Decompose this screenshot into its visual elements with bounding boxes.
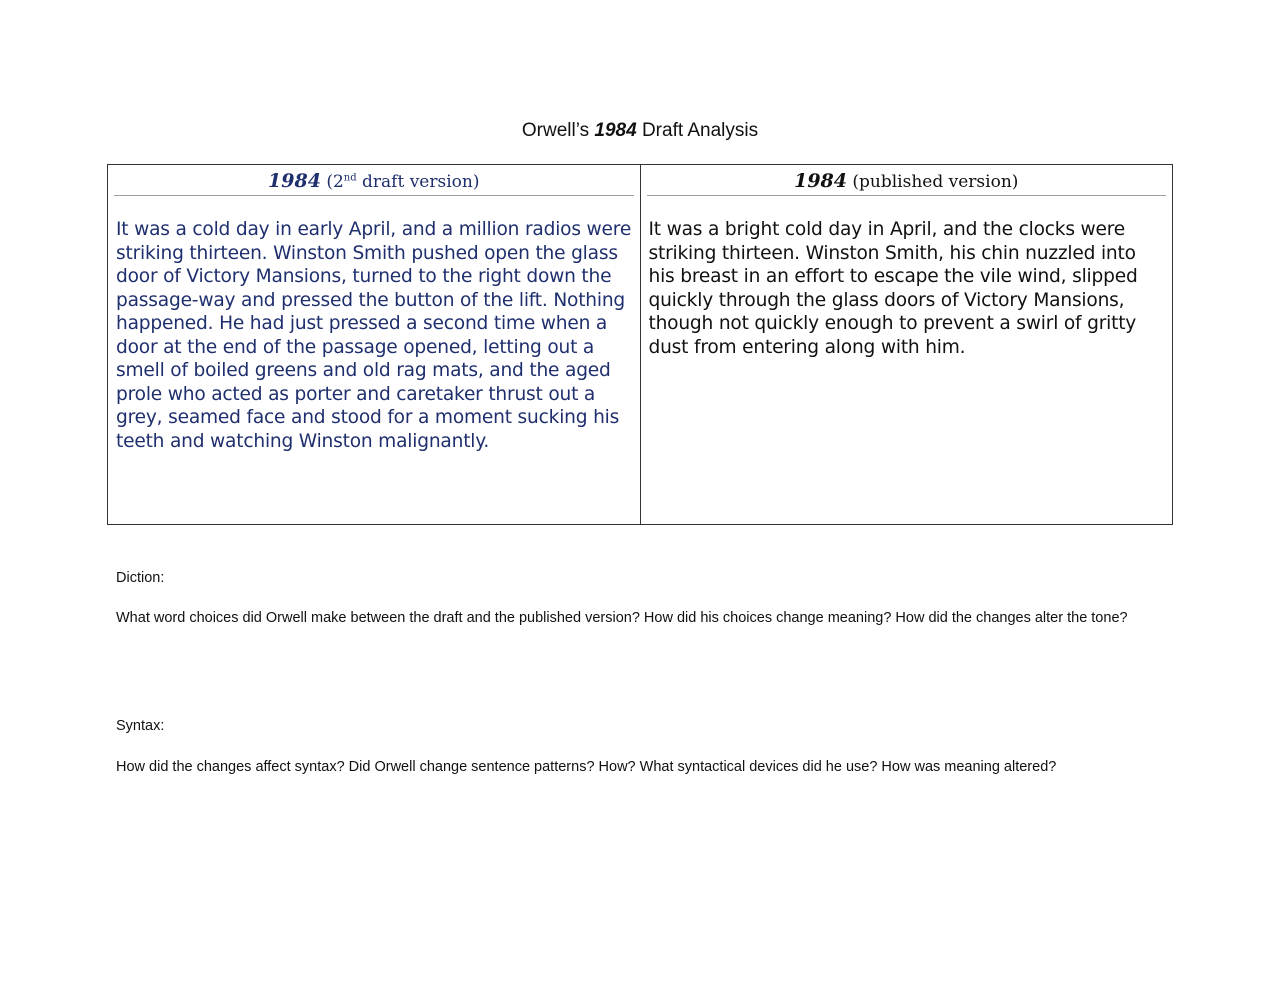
draft-heading-sup: nd — [343, 172, 357, 184]
page-title — [0, 118, 1280, 144]
published-heading-rest: (published version) — [846, 172, 1019, 192]
diction-question: What word choices did Orwell make between the draft and the published version? How did his choices change meaning? How did the changes alter the tone? — [116, 610, 1128, 626]
title-suffix: Draft Analysis — [636, 120, 759, 141]
table-row — [108, 165, 1173, 525]
draft-heading-close: draft version) — [356, 172, 480, 192]
draft-column — [108, 165, 641, 525]
comparison-table — [107, 164, 1173, 525]
title-emphasis: 1984 — [594, 120, 637, 141]
diction-label: Diction: — [116, 570, 165, 586]
draft-heading-open: (2 — [320, 172, 344, 192]
published-column — [640, 165, 1173, 525]
published-passage: It was a bright cold day in April, and the clocks were striking thirteen. Winston Smith, his chin nuzzled into his breast in an effort to escape the vile wind, slipped quickly through the glass doors of Victory Mansions, though not quickly enough to prevent a swirl of gritty dust from entering along with him. — [648, 219, 1138, 358]
draft-column-heading — [114, 169, 634, 196]
published-column-heading — [647, 169, 1167, 196]
draft-passage: It was a cold day in early April, and a million radios were striking thirteen. Winston Smith pushed open the glass door of Victory Mansions, turned to the right down the passage-way and pressed the button of the lift. Nothing happened. He had just pressed a second time when a door at the end of the passage opened, letting out a smell of boiled greens and old rag mats, and the aged prole who acted as porter and caretaker thrust out a grey, seamed face and stood for a moment sucking his teeth and watching Winston malignantly. — [116, 219, 632, 452]
published-heading-number: 1984 — [794, 170, 847, 192]
syntax-label: Syntax: — [116, 718, 165, 734]
title-prefix: Orwell’s — [521, 120, 595, 141]
syntax-question: How did the changes affect syntax? Did Orwell change sentence patterns? How? What syntactical devices did he use? How was meaning altered? — [116, 759, 1057, 775]
draft-heading-number: 1984 — [268, 170, 321, 192]
